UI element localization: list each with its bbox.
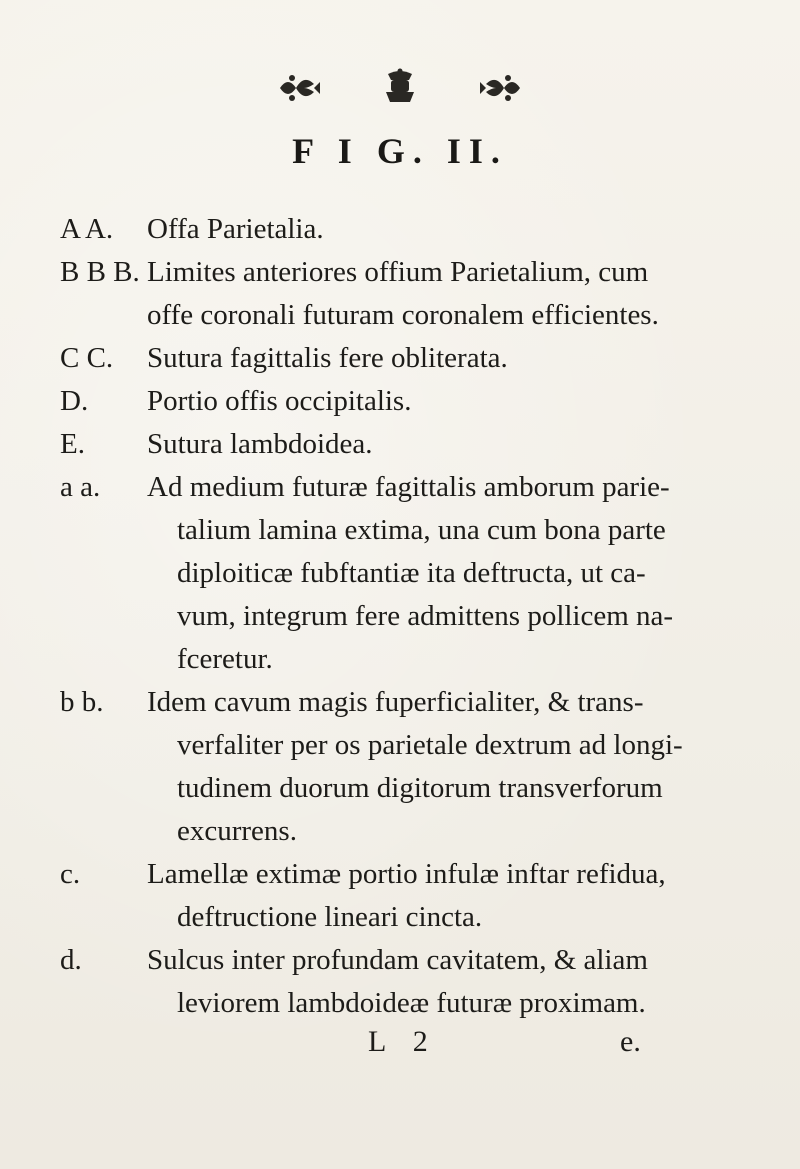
entry-line: Sulcus inter profundam cavitatem, & aliam [147, 944, 648, 976]
entry-line: Limites anteriores offium Parietalium, cum [147, 256, 649, 288]
entry-line: Lamellæ extimæ portio infulæ inftar refidua, [147, 858, 666, 890]
entry-label: D. [60, 385, 89, 417]
entry-line: Offa Parietalia. [147, 213, 324, 245]
legend-entry [60, 681, 760, 853]
figure-title: F I G. II. [292, 131, 508, 171]
entry-label: d. [60, 944, 82, 976]
entry-line: deftructione lineari cincta. [177, 901, 483, 933]
entry-line: Ad medium futuræ fagittalis amborum parie- [147, 471, 670, 503]
entry-line: Portio offis occipitalis. [147, 385, 412, 417]
entry-label: E. [60, 428, 85, 460]
fleuron-icon [270, 66, 530, 110]
entry-label: a a. [60, 471, 101, 503]
legend-entry [60, 466, 760, 681]
legend-entry [60, 251, 760, 337]
legend-list [60, 208, 760, 1025]
entry-label: b b. [60, 686, 104, 718]
legend-entry [60, 380, 760, 423]
printer-ornament [0, 66, 800, 114]
catchword: e. [620, 1025, 641, 1058]
entry-line: fceretur. [177, 643, 273, 675]
entry-line: vum, integrum fere admittens pollicem na- [177, 600, 674, 632]
entry-line: offe coronali futuram coronalem efficientes. [147, 299, 659, 331]
entry-line: talium lamina extima, una cum bona parte [177, 514, 666, 546]
legend-entry [60, 853, 760, 939]
entry-label: B B B. [60, 256, 140, 288]
entry-line: tudinem duorum digitorum transverforum [177, 772, 663, 804]
entry-line: leviorem lambdoideæ futuræ proximam. [177, 987, 646, 1019]
signature-mark: L 2 [368, 1025, 438, 1058]
page-footer [0, 1025, 800, 1065]
entry-label: C C. [60, 342, 114, 374]
legend-entry [60, 939, 760, 1025]
entry-line: verfaliter per os parietale dextrum ad longi- [177, 729, 683, 761]
entry-line: excurrens. [177, 815, 297, 847]
entry-line: Sutura lambdoidea. [147, 428, 373, 460]
entry-line: diploiticæ fubftantiæ ita deftructa, ut ca- [177, 557, 646, 589]
legend-entry [60, 337, 760, 380]
entry-label: c. [60, 858, 81, 890]
entry-line: Sutura fagittalis fere obliterata. [147, 342, 508, 374]
entry-line: Idem cavum magis fuperficialiter, & trans- [147, 686, 644, 718]
entry-label: A A. [60, 213, 114, 245]
legend-entry [60, 208, 760, 251]
legend-entry [60, 423, 760, 466]
